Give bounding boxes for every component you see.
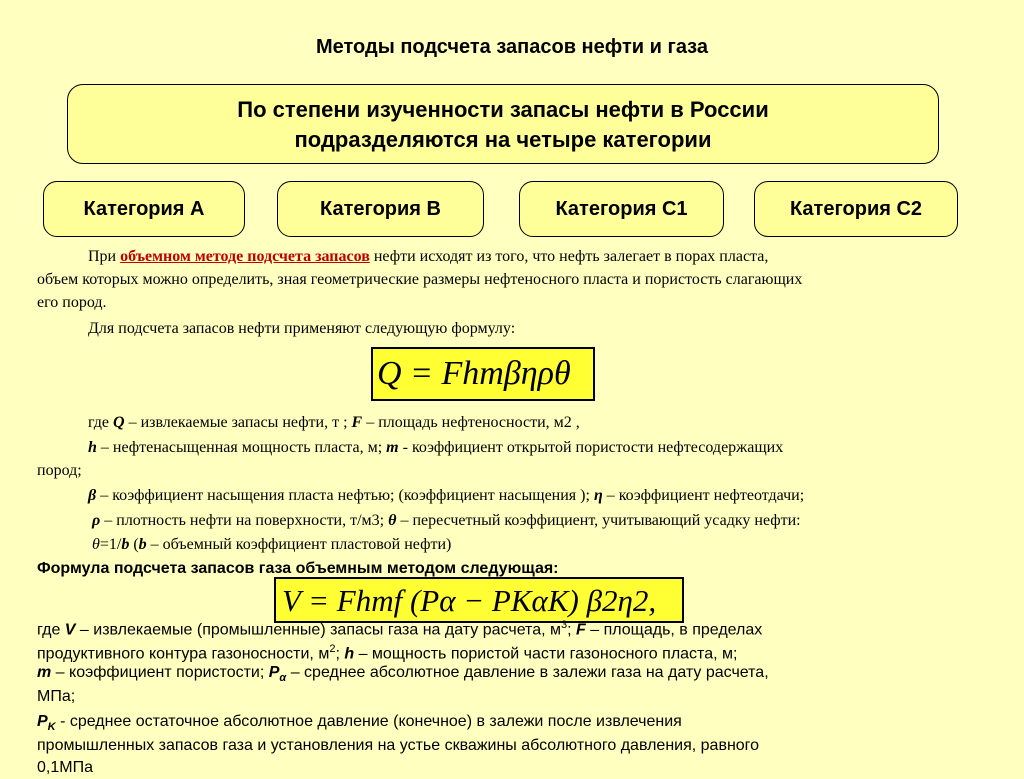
- gas-formula: V = Fhmf (Pα − PKαK) β2η2,: [274, 577, 684, 623]
- def-line-1: [88, 411, 580, 434]
- sup-3: 3: [561, 619, 568, 631]
- def-text: – нефтенасыщенная мощность пласта, м;: [96, 439, 387, 456]
- def-text: ;: [567, 621, 577, 639]
- var-p: P: [268, 664, 280, 681]
- def-text: – площадь нефтеносности, м2 ,: [362, 414, 580, 431]
- var-theta: θ: [388, 512, 397, 529]
- def-text: где: [37, 621, 65, 639]
- header-line-1: По степени изученности запасы нефти в России: [237, 97, 769, 122]
- var-theta: θ: [92, 536, 100, 553]
- def-text: – объемный коэффициент пластовой нефти): [146, 536, 452, 553]
- def-line-4: [88, 484, 804, 507]
- oil-text: нефти исходят из того, что нефть залегает в порах пласта,: [369, 248, 769, 265]
- sup-2: 2: [329, 643, 336, 655]
- def-line-5: [92, 509, 801, 532]
- def-text: продуктивного контура газоносности, м: [37, 645, 330, 663]
- var-h: h: [88, 439, 97, 456]
- page-title: Методы подсчета запасов нефти и газа: [316, 36, 708, 58]
- def-text: – мощность пористой части газоносного пласта, м;: [354, 645, 738, 663]
- gas-def-line-7: 0,1МПа: [37, 759, 93, 776]
- oil-formula: Q = Fhmβηρθ: [371, 347, 595, 401]
- header-line-2: подразделяются на четыре категории: [294, 127, 712, 152]
- def-text: – извлекаемые запасы нефти, т ;: [124, 414, 352, 431]
- def-text: – плотность нефти на поверхности, т/м3;: [100, 512, 389, 529]
- def-text: – среднее абсолютное давление в залежи газа на дату расчета,: [286, 664, 769, 681]
- def-line-6: [92, 533, 451, 556]
- oil-paragraph-line-3: его пород.: [37, 294, 107, 311]
- var-v: V: [64, 621, 76, 639]
- var-b: b: [138, 536, 147, 553]
- gas-heading: Формула подсчета запасов газа объемным методом следующая:: [37, 560, 559, 577]
- var-m: m: [386, 439, 399, 456]
- gas-def-line-4: МПа;: [37, 688, 76, 705]
- var-h: h: [344, 645, 355, 663]
- def-text: ;: [335, 645, 345, 663]
- var-m: m: [37, 664, 52, 681]
- oil-text: При: [88, 248, 121, 265]
- header-box: [67, 84, 939, 164]
- def-text: – пересчетный коэффициент, учитывающий усадку нефти:: [396, 512, 801, 529]
- def-line-2: [88, 436, 783, 459]
- def-text: где: [88, 414, 114, 431]
- gas-def-line-6: промышленных запасов газа и установления на устье скважины абсолютного давления, равного: [37, 737, 760, 754]
- sub-k: K: [47, 721, 56, 734]
- category-b-box: Категория В: [277, 181, 484, 237]
- def-text: - среднее остаточное абсолютное давление (конечное) в залежи после извлечения: [55, 713, 682, 730]
- def-text: =1/: [99, 536, 122, 553]
- oil-formula-intro: Для подсчета запасов нефти применяют следующую формулу:: [88, 320, 516, 337]
- gas-def-line-3: [37, 662, 769, 689]
- var-b: b: [121, 536, 130, 553]
- oil-paragraph-line-1: [88, 245, 768, 268]
- var-q: Q: [113, 414, 125, 431]
- var-f: F: [351, 414, 363, 431]
- def-text: – коэффициент нефтеотдачи;: [602, 487, 805, 504]
- def-text: – извлекаемые (промышленные) запасы газа на дату расчета, м: [75, 621, 561, 639]
- def-text: – коэффициент пористости;: [51, 664, 269, 681]
- var-beta: β: [88, 487, 97, 504]
- def-text: (: [129, 536, 139, 553]
- volumetric-method-link[interactable]: объемном методе подсчета запасов: [120, 248, 370, 265]
- def-text: - коэффициент открытой пористости нефтесодержащих: [398, 439, 784, 456]
- category-c1-box: Категория С1: [519, 181, 724, 237]
- var-p: P: [37, 713, 48, 730]
- var-rho: ρ: [92, 512, 101, 529]
- def-line-3: пород;: [37, 462, 82, 479]
- category-c2-box: Категория С2: [754, 181, 958, 237]
- def-text: – коэффициент насыщения пласта нефтью; (коэффициент насыщения );: [96, 487, 594, 504]
- category-a-box: Категория А: [43, 181, 245, 237]
- sub-alpha: α: [279, 672, 287, 685]
- def-text: – площадь, в пределах: [585, 621, 763, 639]
- var-eta: η: [593, 487, 603, 504]
- var-f: F: [576, 621, 586, 639]
- oil-paragraph-line-2: объем которых можно определить, зная геометрические размеры нефтеносного пласта и пористость слагающих: [37, 271, 803, 288]
